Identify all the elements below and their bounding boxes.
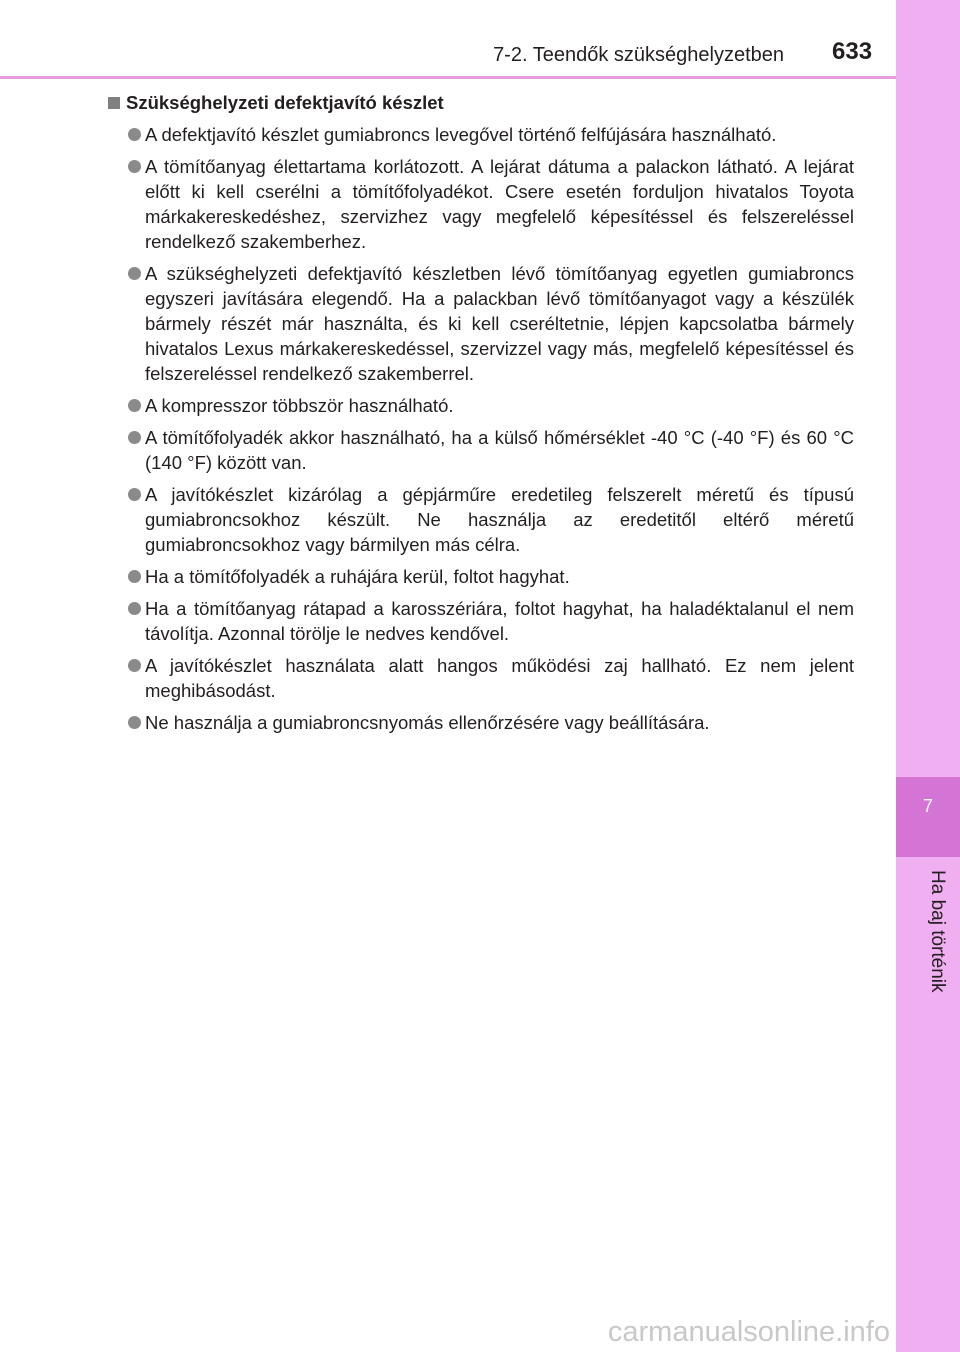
chapter-number-box <box>896 777 960 857</box>
circle-bullet-icon <box>128 716 141 729</box>
chapter-title: Ha baj történik <box>927 870 948 993</box>
circle-bullet-icon <box>128 399 141 412</box>
circle-bullet-icon <box>128 128 141 141</box>
list-item <box>108 393 854 418</box>
circle-bullet-icon <box>128 602 141 615</box>
page-number: 633 <box>832 38 873 65</box>
list-item-text: A tömítőanyag élettartama korlátozott. A lejárat dátuma a palackon látható. A lejárat előtt ki kell cserélni a tömítőfolyadékot. Csere esetén forduljon hivatalos Toyota márkakereskedéshez, szervizhez vagy megfelelő képesítéssel és felszereléssel rendelkező szakemberhez. <box>145 156 854 252</box>
circle-bullet-icon <box>128 267 141 280</box>
list-item <box>108 425 854 475</box>
list-item-text: A tömítőfolyadék akkor használható, ha a külső hőmérséklet -40 °C (-40 °F) és 60 °C (140 °F) között van. <box>145 427 854 473</box>
circle-bullet-icon <box>128 570 141 583</box>
list-item-text: A defektjavító készlet gumiabroncs levegővel történő felfújására használható. <box>145 124 777 145</box>
chapter-number: 7 <box>922 796 933 816</box>
list-item <box>108 482 854 557</box>
circle-bullet-icon <box>128 488 141 501</box>
list-item <box>108 653 854 703</box>
main-content <box>108 90 854 742</box>
header-section-title: 7-2. Teendők szükséghelyzetben <box>493 44 784 66</box>
chapter-side-tab <box>896 0 960 1352</box>
list-item <box>108 122 854 147</box>
list-item <box>108 154 854 254</box>
header-rule <box>0 76 896 79</box>
section-heading <box>108 90 854 116</box>
square-bullet-icon <box>108 97 120 109</box>
circle-bullet-icon <box>128 659 141 672</box>
list-item-text: A javítókészlet használata alatt hangos működési zaj hallható. Ez nem jelent meghibásodást. <box>145 655 854 701</box>
watermark: carmanualsonline.info <box>607 1316 890 1348</box>
list-item-text: Ha a tömítőanyag rátapad a karosszériára, foltot hagyhat, ha haladéktalanul el nem távolítja. Azonnal törölje le nedves kendővel. <box>145 598 854 644</box>
list-item-text: A kompresszor többször használható. <box>145 395 454 416</box>
circle-bullet-icon <box>128 160 141 173</box>
list-item <box>108 261 854 386</box>
list-item-text: Ne használja a gumiabroncsnyomás ellenőrzésére vagy beállítására. <box>145 712 710 733</box>
list-item <box>108 596 854 646</box>
list-item-text: Ha a tömítőfolyadék a ruhájára kerül, foltot hagyhat. <box>145 566 570 587</box>
list-item-text: A javítókészlet kizárólag a gépjárműre eredetileg felszerelt méretű és típusú gumiabroncsokhoz készült. Ne használja az eredetitől eltérő méretű gumiabroncsokhoz vagy bármilyen más célra. <box>145 484 854 555</box>
list-item <box>108 564 854 589</box>
list-item <box>108 710 854 735</box>
list-item-text: A szükséghelyzeti defektjavító készletben lévő tömítőanyag egyetlen gumiabroncs egyszeri javítására elegendő. Ha a palackban lévő tömítőanyagot vagy a készülék bármely részét már használta, és ki kell cseréltetnie, lépjen kapcsolatba bármely hivatalos Lexus márkakereskedéssel, szervizzel vagy más, megfelelő képesítéssel és felszereléssel rendelkező szakemberrel. <box>145 263 854 384</box>
circle-bullet-icon <box>128 431 141 444</box>
section-heading-text: Szükséghelyzeti defektjavító készlet <box>126 92 444 113</box>
